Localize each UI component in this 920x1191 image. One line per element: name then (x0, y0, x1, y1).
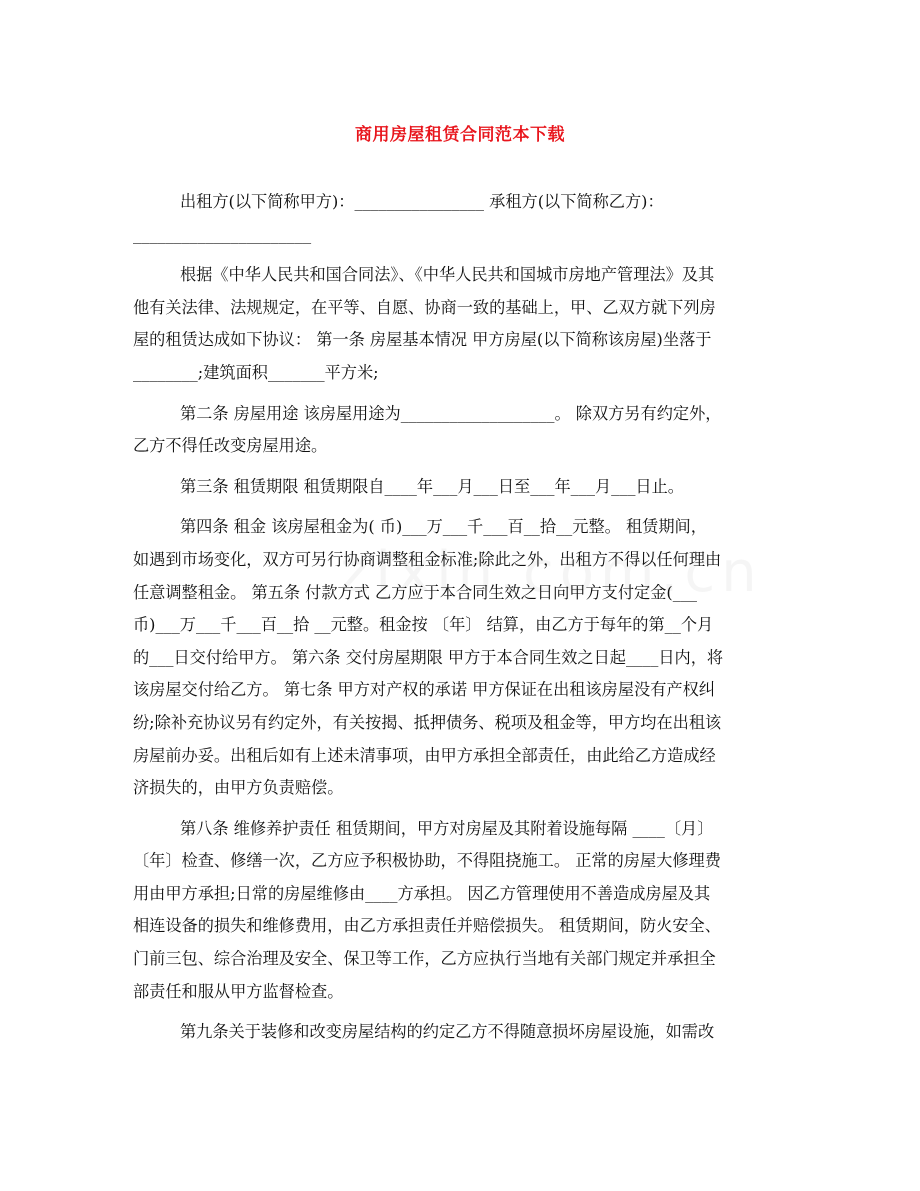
parties-paragraph (133, 186, 793, 251)
clause-line: 第八条 维修养护责任 租赁期间，甲方对房屋及其附着设施每隔 ____〔月〕 (179, 818, 714, 838)
lessor-blank: ________________ (354, 192, 484, 211)
clause-line: 房屋前办妥。出租后如有上述未清事项，由甲方承担全部责任，由此给乙方造成经 (133, 745, 716, 765)
clause-line: 第二条 房屋用途 该房屋用途为___________________。 除双方另有约定外， (179, 403, 722, 423)
clause-line: 如遇到市场变化，双方可另行协商调整租金标准;除此之外，出租方不得以任何理由 (133, 549, 722, 569)
clause-line: 〔年〕检查、修缮一次，乙方应予积极协助，不得阻挠施工。 正常的房屋大修理费 (133, 851, 721, 871)
clause-line: 第三条 租赁期限 租赁期限自____年___月___日至___年___月___日止。 (179, 476, 684, 496)
clause-line: 他有关法律、法规规定，在平等、自愿、协商一致的基础上，甲、乙双方就下列房 (133, 297, 716, 317)
page-title: 商用房屋租赁合同范本下载 (355, 125, 565, 145)
clause-line: 的___日交付给甲方。 第六条 交付房屋期限 甲方于本合同生效之日起____日内，将 (133, 647, 724, 667)
lessee-blank: ______________________ (133, 224, 312, 244)
clause-line: 纷;除补充协议另有约定外，有关按揭、抵押债务、税项及租金等，甲方均在出租该 (133, 712, 722, 732)
clause-line: 部责任和服从甲方监督检查。 (133, 981, 344, 1001)
clause-paragraph (133, 511, 793, 804)
clause-line: 乙方不得任改变房屋用途。 (133, 436, 328, 456)
clause-line: 门前三包、综合治理及安全、保卫等工作，乙方应执行当地有关部门规定并承担全 (133, 949, 716, 969)
clause-paragraph (133, 471, 793, 504)
clause-line: 用由甲方承担;日常的房屋维修由____方承担。 因乙方管理使用不善造成房屋及其 (133, 883, 711, 903)
clause-line: ________;建筑面积_______平方米; (133, 362, 379, 382)
clause-paragraph (133, 259, 793, 389)
clause-paragraph (133, 813, 793, 1009)
clause-line: 币)___万___千___百__拾 __元整。租金按 〔年〕 结算，由乙方于每年的第__个月 (133, 615, 714, 635)
clause-line: 第四条 租金 该房屋租金为( 币)___万___千___百__拾__元整。 租赁期间， (179, 517, 707, 537)
clause-paragraph (133, 1016, 793, 1049)
contract-clauses (133, 259, 793, 1049)
clause-line: 屋的租赁达成如下协议： 第一条 房屋基本情况 甲方房屋(以下简称该房屋)坐落于 (133, 330, 712, 350)
clause-line: 根据《中华人民共和国合同法》、《中华人民共和国城市房地产管理法》及其 (179, 265, 715, 285)
lessee-label: 承租方(以下简称乙方)： (489, 192, 664, 211)
contract-body (133, 186, 793, 1049)
clause-line: 该房屋交付给乙方。 第七条 甲方对产权的承诺 甲方保证在出租该房屋没有产权纠 (133, 680, 715, 700)
clause-line: 任意调整租金。 第五条 付款方式 乙方应于本合同生效之日向甲方支付定金(___ (133, 582, 698, 602)
clause-paragraph (133, 398, 793, 463)
clause-line: 济损失的，由甲方负责赔偿。 (133, 778, 344, 798)
clause-line: 第九条关于装修和改变房屋结构的约定乙方不得随意损坏房屋设施，如需改 (179, 1022, 715, 1042)
clause-line: 相连设备的损失和维修费用，由乙方承担责任并赔偿损失。 租赁期间，防火安全、 (133, 916, 721, 936)
lessor-label: 出租方(以下简称甲方)： (179, 192, 355, 211)
